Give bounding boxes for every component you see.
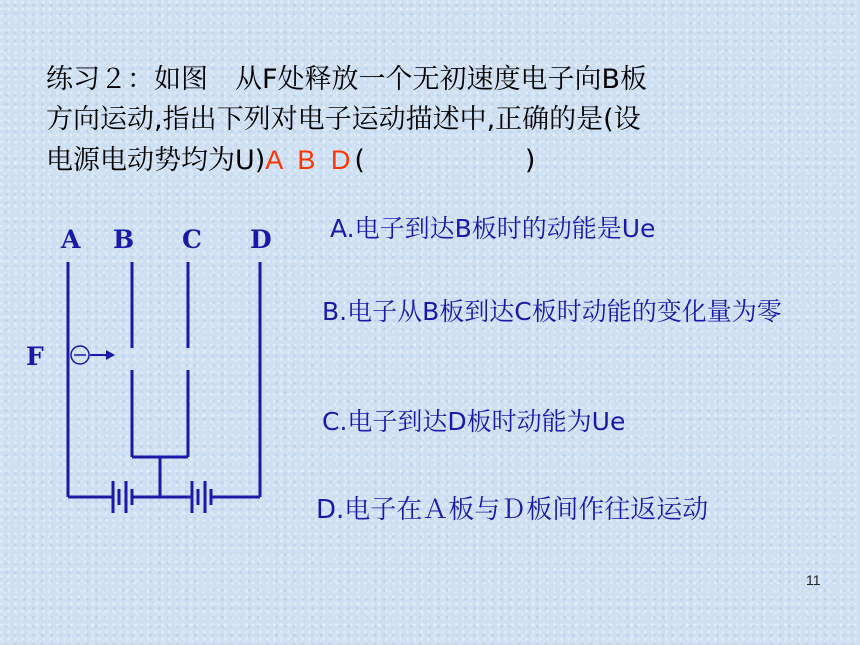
option-d: D.电子在Ａ板与Ｄ板间作往返运动 bbox=[316, 495, 709, 525]
plate-label-d: D bbox=[250, 225, 272, 254]
plate-label-a: A bbox=[61, 225, 81, 254]
plate-label-c: C bbox=[182, 225, 202, 254]
option-b: B.电子从B板到达C板时动能的变化量为零 bbox=[322, 297, 782, 326]
page-number: 11 bbox=[806, 572, 821, 588]
close-paren: ) bbox=[524, 145, 536, 176]
question-line-2: 方向运动,指出下列对电子运动描述中,正确的是(设 bbox=[46, 104, 641, 135]
plate-label-b: B bbox=[113, 225, 135, 254]
option-a: A.电子到达B板时的动能是Ue bbox=[330, 214, 656, 243]
answer-text: A B D bbox=[265, 145, 355, 175]
option-c: C.电子到达D板时动能为Ue bbox=[322, 407, 626, 436]
question-line-1: 练习２：如图 从F处释放一个无初速度电子向B板 bbox=[46, 64, 648, 95]
electron-direction-arrowhead bbox=[106, 350, 115, 360]
source-label-f: F bbox=[26, 342, 44, 371]
open-paren: ( bbox=[354, 145, 365, 176]
question-line-3-text: 电源电动势均为U) bbox=[46, 145, 266, 176]
